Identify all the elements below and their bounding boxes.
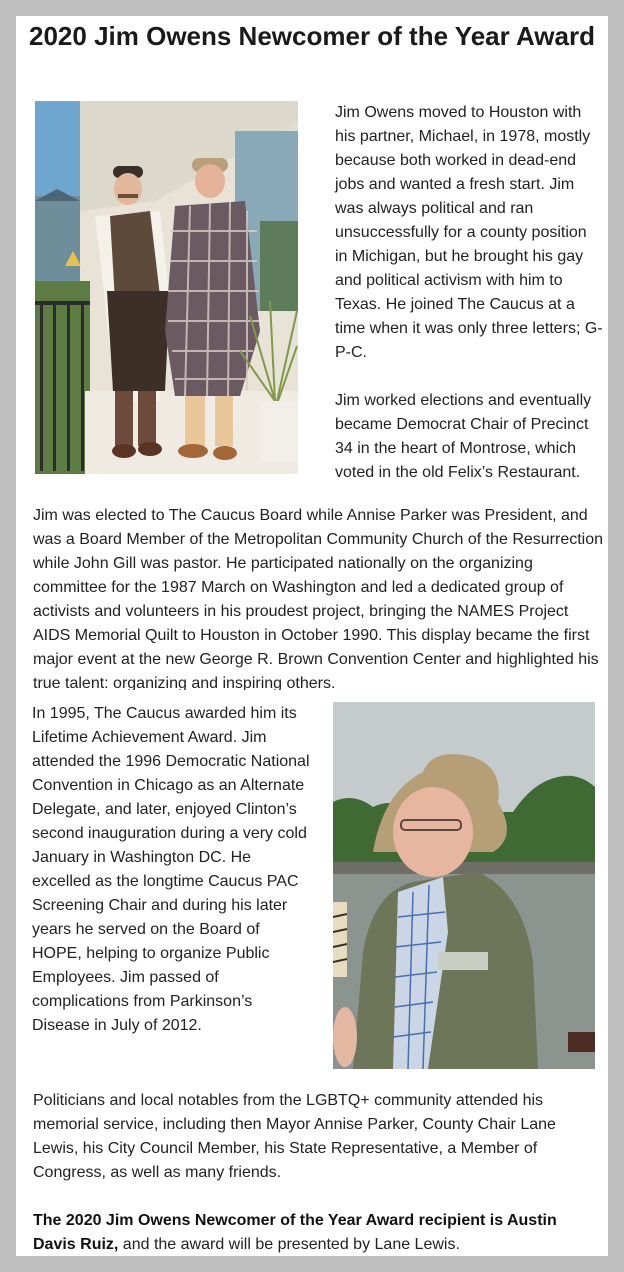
man-in-hat-photo-icon: [333, 702, 595, 1069]
intro-paragraph: Jim Owens moved to Houston with his partner, Michael, in 1978, mostly because both worked in dead-end jobs and wanted a fresh start. Jim was always political and ran unsuccessfully for a county position in Michigan, but he brought his gay and political activism with him to Texas. He joined The Caucus at a time when it was only three letters; G-P-C.: [335, 104, 603, 361]
recipient-paragraph: [33, 1209, 593, 1256]
article-card: [16, 16, 608, 1256]
page-title: 2020 Jim Owens Newcomer of the Year Award: [29, 21, 595, 51]
caucus-board-paragraph: Jim was elected to The Caucus Board while Annise Parker was President, and was a Board Member of the Metropolitan Community Church of the Resurrection while John Gill was pastor. He participated nationally on the organizing committee for the 1987 March on Washington and led a dedicated group of activists and volunteers in his proudest project, bringing the NAMES Project AIDS Memorial Quilt to Houston in October 1990. This display became the first major event at the new George R. Brown Convention Center and highlighted his true talent: organizing and inspiring others.: [33, 507, 604, 690]
lifetime-award-paragraph: In 1995, The Caucus awarded him its Lifetime Achievement Award. Jim attended the 1996 Democratic National Convention in Chicago as an Alternate Delegate, and later, enjoyed Clinton’s second inauguration during a very cold January in Washington DC. He excelled as the longtime Caucus PAC Screening Chair and during his later years he served on the Board of HOPE, helping to organize Public Employees. Jim passed of complications from Parkinson’s Disease in July of 2012.: [32, 705, 310, 1034]
presenter-text: and the award will be presented by Lane Lewis.: [118, 1236, 460, 1253]
two-men-photo-icon: [35, 101, 298, 474]
precinct-paragraph: Jim worked elections and eventually became Democrat Chair of Precinct 34 in the heart of Montrose, which voted in the old Felix’s Restaurant.: [335, 392, 592, 481]
photo-man-in-hat: [333, 702, 595, 1069]
memorial-paragraph: Politicians and local notables from the LGBTQ+ community attended his memorial service, including then Mayor Annise Parker, County Chair Lane Lewis, his City Council Member, his State Representative, a Member of Congress, as well as many friends.: [33, 1092, 556, 1181]
photo-two-men: [35, 101, 298, 474]
recipient-announcement: The 2020 Jim Owens Newcomer of the Year Award recipient is Austin Davis Ruiz,: [33, 1212, 557, 1253]
